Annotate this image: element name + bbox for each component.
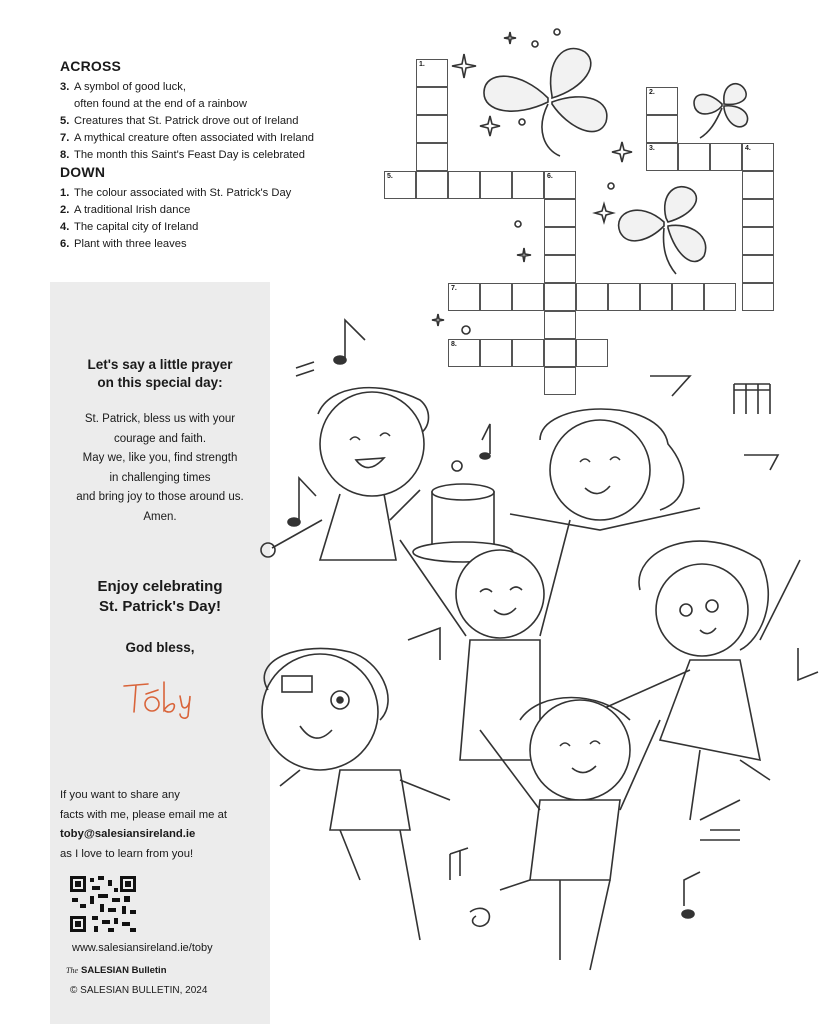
website-url[interactable]: www.salesiansireland.ie/toby xyxy=(72,942,213,954)
clue-number: 1. xyxy=(60,187,70,199)
across-heading: ACROSS xyxy=(60,58,122,74)
shamrock-icon xyxy=(619,187,706,274)
crossword-cell[interactable]: 3. xyxy=(646,143,678,171)
prayer-text: St. Patrick, bless us with your courage and faith. May we, like you, find strength in challenging times and bring joy to those around us. Amen. xyxy=(76,413,244,523)
share-facts-text: If you want to share any facts with me, please email me at toby@salesiansireland.ie as I love to learn from you! xyxy=(60,786,265,864)
clue-number: 2. xyxy=(60,204,70,216)
clue-text: Creatures that St. Patrick drove out of Ireland xyxy=(74,115,299,127)
clue-text: A symbol of good luck, xyxy=(74,81,186,93)
shamrock-icon xyxy=(694,84,748,138)
child-illustration xyxy=(262,648,450,940)
signature xyxy=(118,676,198,720)
enjoy-message: Enjoy celebrating St. Patrick's Day! xyxy=(97,578,223,615)
clue-text: Plant with three leaves xyxy=(74,238,187,250)
clue-text: A mythical creature often associated with Ireland xyxy=(74,132,315,144)
clue-text: The capital city of Ireland xyxy=(74,221,199,233)
prayer-section xyxy=(50,356,270,527)
clue-text: The month this Saint's Feast Day is celebrated xyxy=(74,149,305,161)
qr-code[interactable] xyxy=(70,876,136,932)
crossword-cell[interactable]: 2. xyxy=(646,87,678,115)
clue-number: 3. xyxy=(60,81,70,93)
email-link[interactable]: toby@salesiansireland.ie xyxy=(60,828,196,840)
shamrock-icon xyxy=(484,49,607,156)
clue-text-continued: often found at the end of a rainbow xyxy=(74,98,247,110)
down-heading: DOWN xyxy=(60,164,106,180)
crossword-cell[interactable]: 7. xyxy=(448,283,480,311)
crossword-cell[interactable]: 6. xyxy=(544,171,576,199)
child-illustration xyxy=(261,388,429,560)
prayer-heading: on this special day: xyxy=(97,375,223,390)
clue-text: The colour associated with St. Patrick's Day xyxy=(74,187,292,199)
child-illustration xyxy=(510,409,700,530)
child-illustration xyxy=(600,541,800,820)
crossword-cell[interactable]: 1. xyxy=(416,59,448,87)
clue-number: 7. xyxy=(60,132,70,144)
crossword-cell[interactable]: 8. xyxy=(448,339,480,367)
clue-number: 6. xyxy=(60,238,70,250)
clue-number: 5. xyxy=(60,115,70,127)
crossword-cell[interactable]: 4. xyxy=(742,143,774,171)
clue-number: 8. xyxy=(60,149,70,161)
prayer-heading: Let's say a little prayer xyxy=(87,357,233,372)
brand-logo: The SALESIAN Bulletin xyxy=(66,965,167,976)
god-bless-text: God bless, xyxy=(125,640,195,655)
clue-text: A traditional Irish dance xyxy=(74,204,191,216)
crossword-cell[interactable]: 5. xyxy=(384,171,416,199)
copyright-text: © SALESIAN BULLETIN, 2024 xyxy=(70,985,208,996)
clue-number: 4. xyxy=(60,221,70,233)
